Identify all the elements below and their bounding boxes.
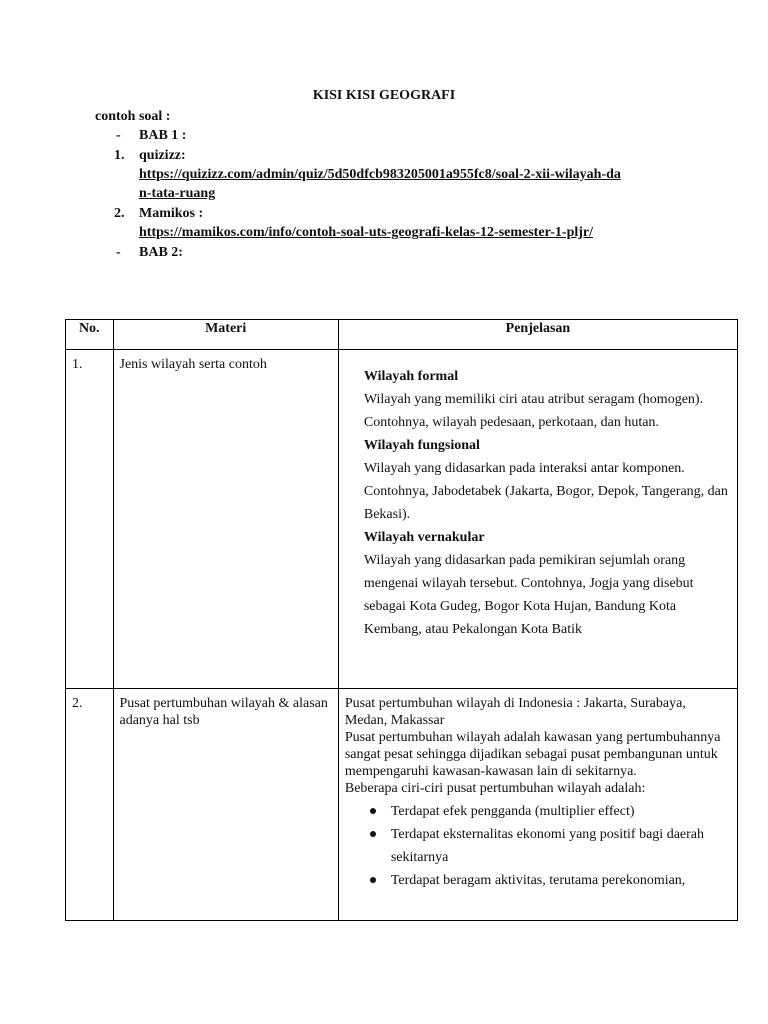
formal-text: Wilayah yang memiliki ciri atau atribut seragam (homogen). Contohnya, wilayah pedesaan, perkotaan, dan hutan.	[363, 392, 704, 430]
list-item	[345, 823, 729, 869]
bullet-icon: ●	[368, 804, 378, 819]
kisi-table	[65, 319, 738, 921]
row1-penjelasan	[338, 350, 737, 689]
bullet-text: Terdapat beragam aktivitas, terutama perekonomian,	[390, 873, 686, 888]
header-no: No.	[66, 320, 114, 350]
fungsional-heading: Wilayah fungsional	[363, 438, 480, 453]
bullet-icon: ●	[368, 827, 378, 842]
bab2-label: BAB 2:	[139, 245, 183, 260]
row2-paragraph: Pusat pertumbuhan wilayah di Indonesia : Jakarta, Surabaya, Medan, Makassar	[344, 696, 686, 728]
mamikos-link[interactable]: https://mamikos.com/info/contoh-soal-uts-geografi-kelas-12-semester-1-pljr/	[139, 225, 594, 240]
item1-number: 1.	[114, 148, 125, 163]
list-item	[345, 800, 729, 823]
row2-paragraph: Pusat pertumbuhan wilayah adalah kawasan yang pertumbuhannya sangat pesat sehingga dijadikan sebagai pusat pembangunan untuk mempengaruhi kawasan-kawasan lain di sekitarnya.	[344, 730, 721, 779]
row2-materi: Pusat pertumbuhan wilayah & alasan adanya hal tsb	[113, 689, 338, 921]
document-title: KISI KISI GEOGRAFI	[312, 88, 456, 103]
item2-label: Mamikos :	[139, 206, 204, 221]
header-penjelasan: Penjelasan	[338, 320, 737, 350]
formal-heading: Wilayah formal	[363, 369, 459, 384]
fungsional-text: Wilayah yang didasarkan pada interaksi antar komponen. Contohnya, Jabodetabek (Jakarta, Bogor, Depok, Tangerang, dan Bekasi).	[363, 461, 728, 522]
bullet-text: Terdapat efek pengganda (multiplier effect)	[390, 804, 635, 819]
row2-no: 2.	[66, 689, 114, 921]
bab1-dash: -	[116, 128, 121, 143]
vernakular-heading: Wilayah vernakular	[363, 530, 485, 545]
bullet-text: Terdapat eksternalitas ekonomi yang positif bagi daerah sekitarnya	[390, 827, 704, 865]
table-row	[66, 350, 738, 689]
row2-penjelasan	[338, 689, 737, 921]
header-materi: Materi	[113, 320, 338, 350]
quizizz-link[interactable]: https://quizizz.com/admin/quiz/5d50dfcb983205001a955fc8/soal-2-xii-wilayah-da	[139, 167, 621, 182]
vernakular-text: Wilayah yang didasarkan pada pemikiran sejumlah orang mengenai wilayah tersebut. Contohnya, Jogja yang disebut sebagai Kota Gudeg, Bogor Kota Hujan, Bandung Kota Kembang, atau Pekalongan Kota Batik	[363, 553, 694, 637]
table-row	[66, 689, 738, 921]
row1-materi: Jenis wilayah serta contoh	[113, 350, 338, 689]
list-item	[345, 869, 729, 892]
row2-paragraph: Beberapa ciri-ciri pusat pertumbuhan wilayah adalah:	[344, 781, 646, 796]
item1-label: quizizz:	[139, 148, 186, 163]
bullet-icon: ●	[368, 873, 378, 888]
intro-label: contoh soal :	[95, 109, 171, 124]
table-header-row	[66, 320, 738, 350]
row1-no: 1.	[66, 350, 114, 689]
bab2-dash: -	[116, 245, 121, 260]
quizizz-link-cont[interactable]: n-tata-ruang	[139, 186, 216, 201]
bab1-label: BAB 1 :	[139, 128, 187, 143]
ciri-list	[345, 800, 729, 892]
item2-number: 2.	[114, 206, 125, 221]
